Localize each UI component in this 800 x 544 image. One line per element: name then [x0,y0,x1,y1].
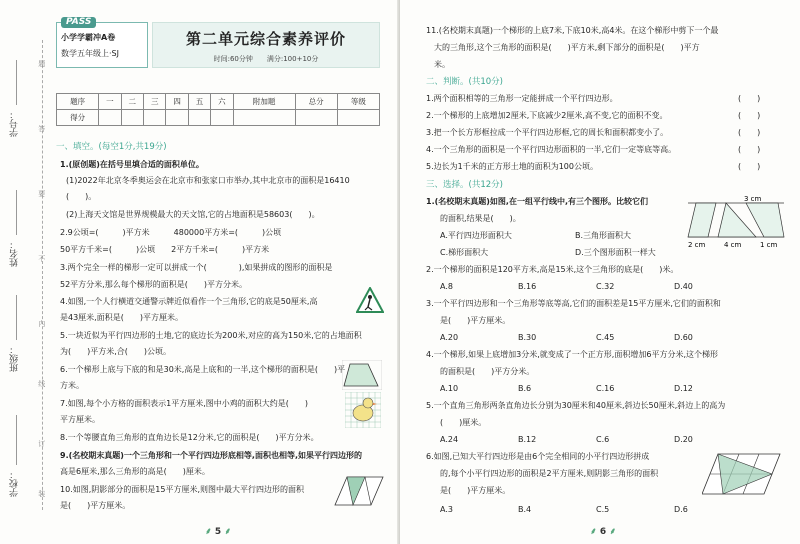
series-name: 小学学霸冲A卷 [61,33,116,42]
section-fill-blank: 一、填空。(每空1分,共19分) [56,142,167,152]
svg-text:1 cm: 1 cm [760,241,778,249]
school-label: 学校： [10,470,20,497]
section-choice: 三、选择。(共12分) [426,180,503,190]
student-id-label: 学号： [10,110,20,137]
series-box [56,17,148,68]
page-number-left: ⸙ 5 ⸙ [205,526,232,537]
page-number-right: ⸙ 6 ⸙ [590,526,617,537]
svg-text:3 cm: 3 cm [744,195,762,203]
pass-logo: PASS [61,17,96,28]
score-header-row: 题序 一 二 三 四 五 六 附加题 总分 等级 [57,94,380,110]
section-judge: 二、判断。(共10分) [426,77,503,87]
page-title: 第二单元综合素养评价 [185,30,346,48]
score-value-row: 得分 [57,110,380,126]
chick-grid-figure [345,392,381,428]
svg-text:2 cm: 2 cm [688,241,706,249]
grade-label: 数学五年级上·SJ [61,49,119,58]
trapezoid-figure [342,360,382,390]
exam-meta: 时间:60分钟 满分:100+10分 [213,55,319,63]
parallel-lines-figure [686,193,786,251]
left-page: 学号： 姓名： 班级： 学校： 题 答 要 不 内 线 订 装 PASS 小学学霸冲A卷 数学五年级上·SJ 第二单元综合素养评价 时间:60分钟 满分:100+10分 题序 一 二 三 四 五 六 附加题 总分 等级 得分 一、填空。(每空1分,共19分) 1.(原创题)在括号里填合适的面积单位。 (1)2022年北京冬季奥运会在北京市和张家口市举办,其中北京市的面积是16410 ( )。 (2)上海天文馆是世界规模最大的天文馆,它的占地面积是58603( )。 2.9公顷=( )平方米 480000平方米=( )公顷 50平方千米=( )公顷 2平方千米=( )平方米 3.两个完全一样的梯形一定可以拼成一个( ),如果拼成的图形的面积是 52平方分米,那么每个梯形的面积是( )平方分米。 4.如图,一个人行横道交通警示牌近似看作一个三角形,它的底是50厘米,高 是43厘米,面积是( )平方厘米。 5.一块近似为平行四边形的土地,它的底边长为200米,对应的高为150米,它的占地面积 为( )平方米,合( )公顷。 6.一个梯形上底与下底的和是30米,高是上底和的一半,这个梯形的面积是( )平 方米。 7.如图,每个小方格的面积表示1平方厘米,图中小鸡的面积大约是( ) 平方厘米。 8.一个等腰直角三角形的直角边长是12分米,它的面积是( )平方分米。 9.(名校期末真题)一个三角形和一个平行四边形底相等,面积也相等,如果平行四边形的 高是6厘米,那么三角形的高是( )厘米。 10.如图,阴影部分的面积是15平方厘米,则图中最大平行四边形的面积 是( )平方厘米。 ⸙ 5 ⸙ [0,0,400,544]
crosswalk-sign-figure [356,287,384,313]
name-label: 姓名： [10,240,20,267]
shaded-parallelogram-figure [333,475,385,507]
svg-text:4 cm: 4 cm [724,241,742,249]
six-parallelograms-figure [702,452,782,496]
right-page: 11.(名校期末真题)一个梯形的上底7米,下底10米,高4米。在这个梯形中剪下一个最 大的三角形,这个三角形的面积是( )平方米,剩下部分的面积是( )平方 米。 二、判断。(共10分) 1.两个面积相等的三角形一定能拼成一个平行四边形。 ( ) 2.一个梯形的上底增加2厘米,下底减少2厘米,高不变,它的面积不变。 ( ) 3.把一个长方形框拉成一个平行四边形框,它的周长和面积都变小了。 ( ) 4.一个三角形的面积是一个平行四边形面积的一半,它们一定等底等高。 ( ) 5.边长为1千米的正方形土地的面积为100公顷。 ( ) 三、选择。(共12分) 1.(名校期末真题)如图,在一组平行线中,有三个图形。比较它们 的面积,结果是( )。 A.平行四边形面积大 B.三角形面积大 C.梯形面积大 D.三个图形面积一样大 3 cm 2 cm 4 cm 1 cm 2.一个梯形的面积是120平方米,高是15米,这个三角形的底是( )米。 A.8 B.16 C.32 D.40 3.一个平行四边形和一个三角形等底等高,它们的面积差是15平方厘米,它们的面积和 是( )平方厘米。 A.20 B.30 C.45 D.60 4.一个梯形,如果上底增加3分米,就变成了一个正方形,面积增加6平方分米,这个梯形 的面积是( )平方分米。 A.10 B.6 C.16 D.12 5.一个直角三角形两条直角边长分别为30厘米和40厘米,斜边长50厘米,斜边上的高为 ( )厘米。 A.24 B.12 C.6 D.20 6.如图,已知大平行四边形是由6个完全相同的小平行四边形拼成 的,每个小平行四边形的面积是2平方厘米,则阴影三角形的面积 是( )平方厘米。 A.3 B.4 C.5 D.6 ⸙ 6 ⸙ [400,0,800,544]
title-band [152,22,380,68]
score-table [56,93,380,126]
binding-strip: 学号： 姓名： 班级： 学校： 题 答 要 不 内 线 订 装 [10,40,54,510]
class-label: 班级： [10,345,20,372]
